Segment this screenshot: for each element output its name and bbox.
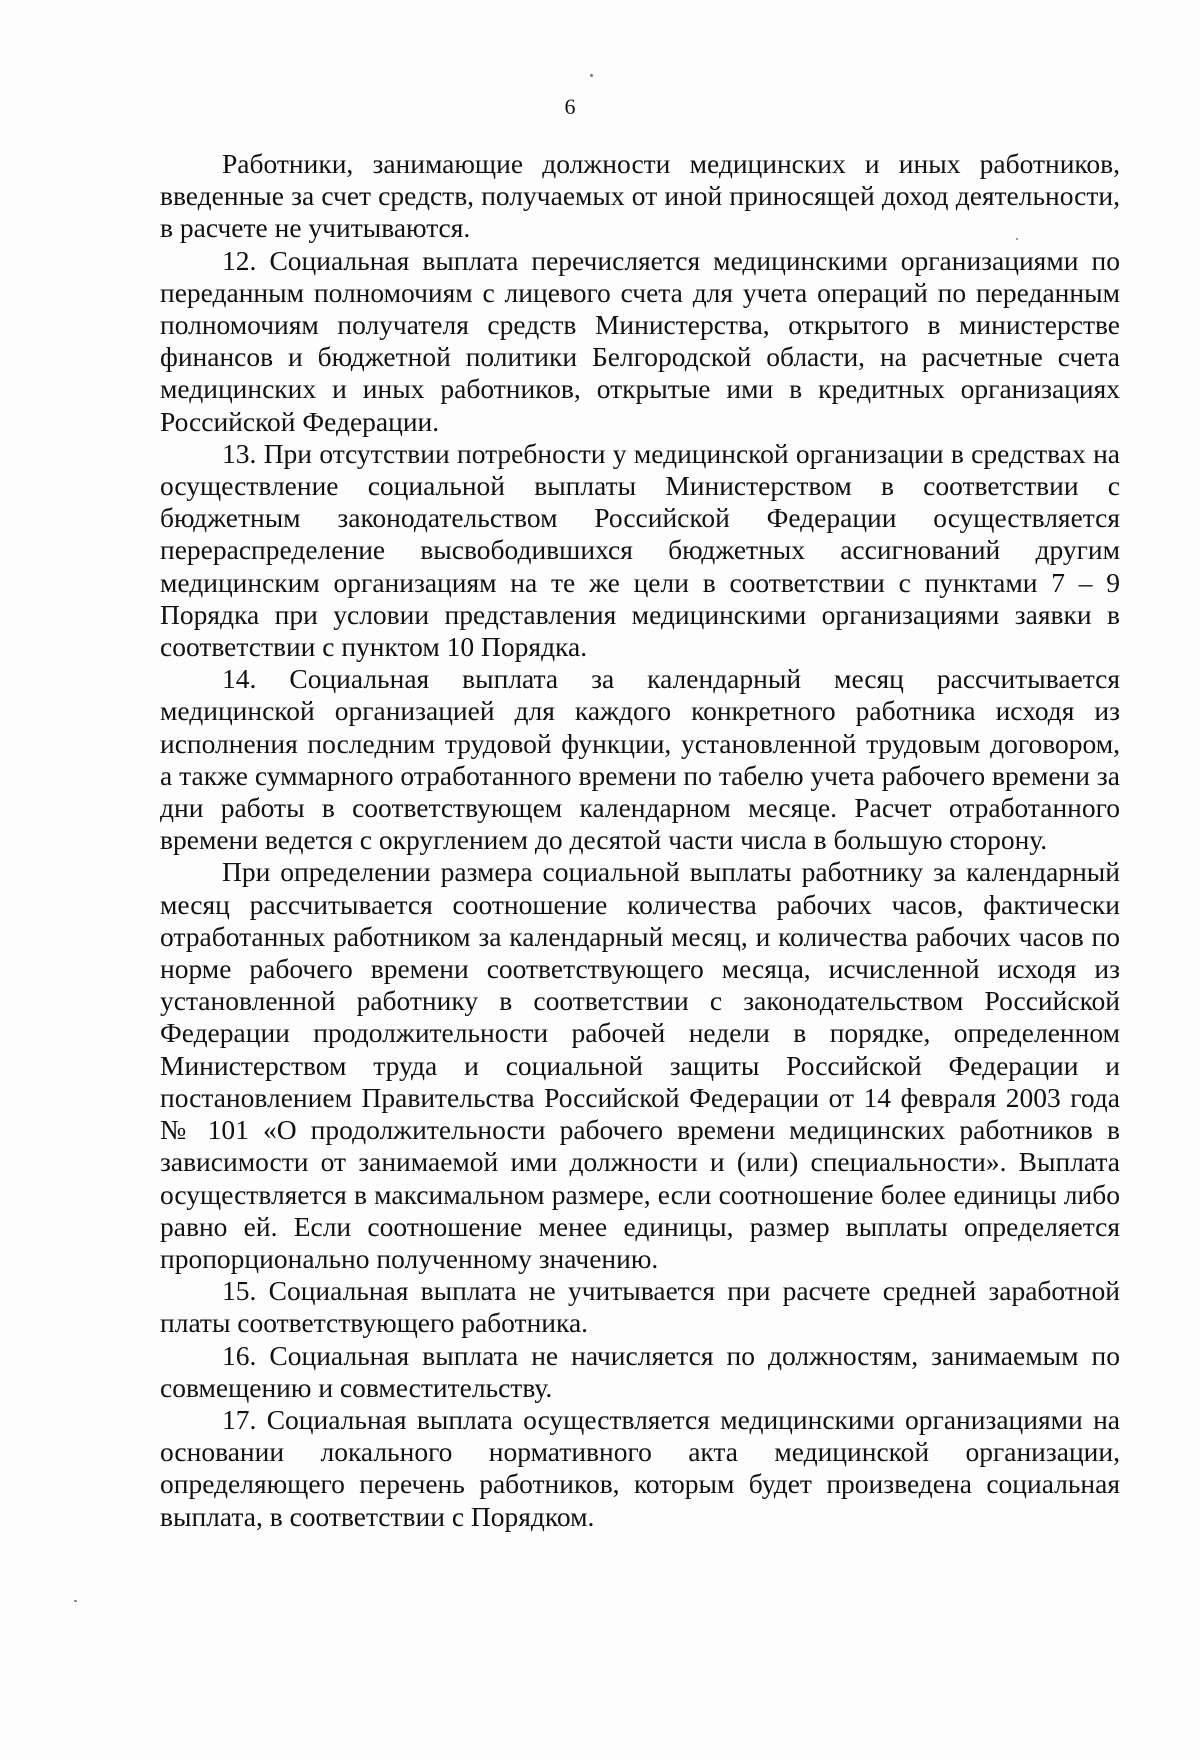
paragraph-excluded-workers: Работники, занимающие должности медицинских и иных работников, введенные за счет средств, получаемых от иной приносящей доход деятельности, в расчете не учитываются. <box>160 148 1120 244</box>
paragraph-12: 12. Социальная выплата перечисляется медицинскими организациями по переданным полномочиям с лицевого счета для учета операций по переданным полномочиям получателя средств Министерства, открытого в министерстве финансов и бюджетной политики Белгородской области, на расчетные счета медицинских и иных работников, открытые ими в кредитных организациях Российской Федерации. <box>160 244 1120 437</box>
paragraph-13: 13. При отсутствии потребности у медицинской организации в средствах на осуществление социальной выплаты Министерством в соответствии с бюджетным законодательством Российской Федерации осуществляется перераспределение высвободившихся бюджетных ассигнований другим медицинским организациям на те же цели в соответствии с пунктами 7 – 9 Порядка при условии представления медицинскими организациями заявки в соответствии с пунктом 10 Порядка. <box>160 437 1120 663</box>
paragraph-16: 16. Социальная выплата не начисляется по должностям, занимаемым по совмещению и совместительству. <box>160 1339 1120 1403</box>
document-body <box>160 148 1120 1533</box>
scan-speck <box>590 74 593 77</box>
scan-speck <box>74 1600 77 1602</box>
paragraph-17: 17. Социальная выплата осуществляется медицинскими организациями на основании локального нормативного акта медицинской организации, определяющего перечень работников, которым будет произведена социальная выплата, в соответствии с Порядком. <box>160 1403 1120 1532</box>
paragraph-15: 15. Социальная выплата не учитывается при расчете средней заработной платы соответствующего работника. <box>160 1275 1120 1339</box>
page-number: 6 <box>564 94 576 119</box>
paragraph-14-calculation: При определении размера социальной выплаты работнику за календарный месяц рассчитывается соотношение количества рабочих часов, фактически отработанных работником за календарный месяц, и количества рабочих часов по норме рабочего времени соответствующего месяца, исчисленной исходя из установленной работнику в соответствии с законодательством Российской Федерации продолжительности рабочей недели в порядке, определенном Министерством труда и социальной защиты Российской Федерации и постановлением Правительства Российской Федерации от 14 февраля 2003 года № 101 «О продолжительности рабочего времени медицинских работников в зависимости от занимаемой ими должности и (или) специальности». Выплата осуществляется в максимальном размере, если соотношение более единицы либо равно ей. Если соотношение менее единицы, размер выплаты определяется пропорционально полученному значению. <box>160 856 1120 1274</box>
paragraph-14: 14. Социальная выплата за календарный месяц рассчитывается медицинской организацией для каждого конкретного работника исходя из исполнения последним трудовой функции, установленной трудовым договором, а также суммарного отработанного времени по табелю учета рабочего времени за дни работы в соответствующем календарном месяце. Расчет отработанного времени ведется с округлением до десятой части числа в большую сторону. <box>160 663 1120 856</box>
